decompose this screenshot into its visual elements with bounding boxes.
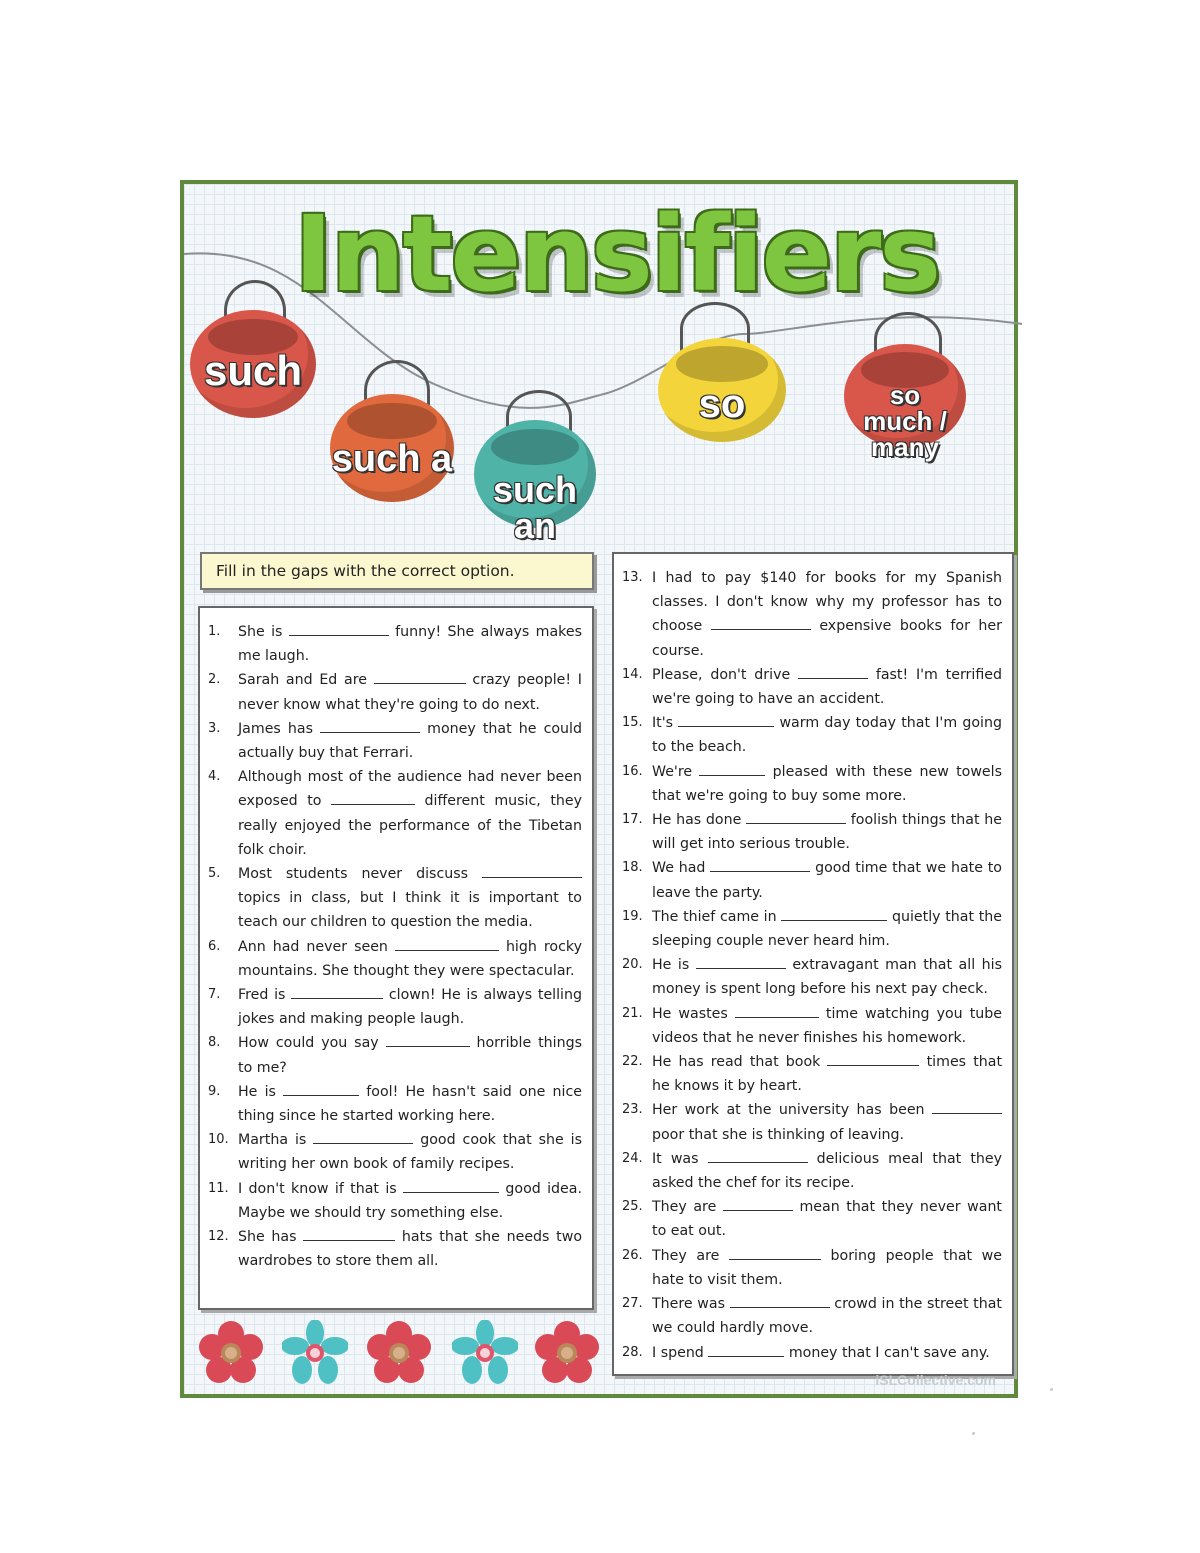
exercise-number: 24. bbox=[622, 1150, 643, 1166]
option-pot-such-an bbox=[474, 420, 596, 546]
exercise-text: It was bbox=[652, 1150, 708, 1167]
exercise-text: boring people that we hate to visit them. bbox=[652, 1247, 1002, 1288]
exercise-text: He has done bbox=[652, 812, 747, 829]
exercise-text: different music, they really enjoyed the performance of the Tibetan folk choir. bbox=[238, 793, 582, 858]
exercise-text: delicious meal that they asked the chef for its recipe. bbox=[652, 1150, 1002, 1192]
exercise-text: poor that she is thinking of leaving. bbox=[652, 1126, 905, 1143]
exercise-item bbox=[622, 1147, 1002, 1195]
exercise-text: money that I can't save any. bbox=[784, 1344, 990, 1361]
exercise-item bbox=[208, 983, 582, 1031]
exercise-text: They are bbox=[652, 1247, 729, 1264]
worksheet bbox=[180, 180, 1018, 1398]
exercise-text: money that he could actually buy that Ferrari. bbox=[238, 720, 582, 762]
pot-rim bbox=[347, 403, 436, 440]
exercise-item bbox=[622, 1098, 1002, 1146]
exercise-item bbox=[622, 808, 1002, 856]
exercise-text: It's bbox=[652, 715, 679, 732]
exercise-text: good cook that she is writing her own book of family recipes. bbox=[238, 1132, 582, 1173]
exercise-text: Although most of the audience had never been exposed to bbox=[238, 769, 582, 810]
exercise-text: She has bbox=[238, 1229, 304, 1246]
exercise-number: 1. bbox=[208, 624, 221, 639]
answer-blank[interactable] bbox=[711, 615, 811, 630]
answer-blank[interactable] bbox=[798, 664, 868, 679]
exercise-text: extravagant man that all his money is spent long before his next pay check. bbox=[652, 957, 1002, 998]
flower-icon bbox=[534, 1320, 600, 1386]
exercise-item bbox=[622, 856, 1002, 904]
exercise-number: 23. bbox=[622, 1102, 643, 1118]
answer-blank[interactable] bbox=[730, 1293, 830, 1308]
exercise-number: 11. bbox=[208, 1180, 229, 1196]
exercise-text: pleased with these new towels that we're going to buy some more. bbox=[652, 763, 1002, 804]
exercise-text: foolish things that he will get into serious trouble. bbox=[652, 812, 1002, 853]
exercise-item bbox=[622, 1341, 1002, 1365]
flower-icon bbox=[198, 1320, 264, 1386]
answer-blank[interactable] bbox=[735, 1003, 819, 1018]
exercise-number: 15. bbox=[622, 715, 643, 731]
exercise-text: He has read that book bbox=[652, 1054, 828, 1071]
exercise-number: 25. bbox=[622, 1199, 643, 1215]
exercise-text: Sarah and Ed are bbox=[238, 672, 374, 689]
option-label-such-a: such a bbox=[331, 438, 453, 480]
exercise-item bbox=[622, 953, 1002, 1001]
answer-blank[interactable] bbox=[403, 1178, 499, 1193]
exercise-item bbox=[622, 1195, 1002, 1243]
exercise-item bbox=[622, 711, 1002, 759]
exercise-number: 21. bbox=[622, 1005, 643, 1021]
exercise-text: Ann had never seen bbox=[238, 938, 395, 955]
exercise-text: mean that they never want to eat out. bbox=[652, 1199, 1002, 1240]
exercise-number: 2. bbox=[208, 672, 221, 688]
answer-blank[interactable] bbox=[320, 718, 420, 733]
pot-rim bbox=[676, 346, 768, 381]
exercise-item bbox=[208, 1080, 582, 1128]
answer-blank[interactable] bbox=[395, 936, 499, 951]
answer-blank[interactable] bbox=[289, 621, 389, 636]
option-pot-such-a bbox=[330, 394, 454, 502]
page-title: Intensifiers bbox=[294, 193, 940, 315]
exercise-number: 20. bbox=[622, 957, 643, 973]
answer-blank[interactable] bbox=[386, 1032, 470, 1047]
exercise-item bbox=[208, 1128, 582, 1176]
answer-blank[interactable] bbox=[482, 863, 582, 878]
exercise-text: crowd in the street that we could hardly move. bbox=[652, 1296, 1002, 1337]
exercise-text: I had to pay $140 for books for my Spanish classes. I don't know why my professor has to choose bbox=[652, 570, 1002, 635]
exercise-text: horrible things to me? bbox=[238, 1035, 582, 1076]
exercise-number: 13. bbox=[622, 570, 643, 585]
exercise-item bbox=[622, 760, 1002, 808]
exercise-text: They are bbox=[652, 1199, 723, 1216]
exercise-item bbox=[622, 1244, 1002, 1292]
answer-blank[interactable] bbox=[696, 954, 786, 969]
answer-blank[interactable] bbox=[746, 809, 846, 824]
exercise-text: She is bbox=[238, 624, 289, 640]
answer-blank[interactable] bbox=[710, 857, 810, 872]
exercise-text: Please, don't drive bbox=[652, 666, 799, 683]
stray-dot bbox=[972, 1432, 975, 1435]
exercise-number: 16. bbox=[622, 763, 643, 779]
exercise-text: There was bbox=[652, 1296, 730, 1313]
exercise-text: fast! I'm terrified we're going to have an accident. bbox=[652, 666, 1002, 708]
exercise-text: Fred is bbox=[238, 987, 292, 1004]
exercise-text: I spend bbox=[652, 1344, 709, 1361]
option-pot-such bbox=[190, 310, 316, 418]
exercise-number: 22. bbox=[622, 1054, 643, 1070]
exercise-item bbox=[208, 668, 582, 716]
exercise-text: Martha is bbox=[238, 1132, 314, 1149]
exercise-text: We had bbox=[652, 860, 711, 877]
exercise-number: 3. bbox=[208, 720, 221, 736]
exercise-item bbox=[622, 1292, 1002, 1340]
exercise-text: clown! He is always telling jokes and making people laugh. bbox=[238, 987, 582, 1028]
flower-icon bbox=[282, 1320, 348, 1386]
exercise-text: He wastes bbox=[652, 1005, 735, 1022]
exercise-number: 10. bbox=[208, 1132, 229, 1148]
answer-blank[interactable] bbox=[699, 761, 765, 776]
exercise-item bbox=[208, 862, 582, 935]
option-label-so-much-many: so much / many bbox=[863, 380, 947, 462]
answer-blank[interactable] bbox=[708, 1148, 808, 1163]
exercise-number: 14. bbox=[622, 666, 643, 682]
answer-blank[interactable] bbox=[291, 984, 383, 999]
exercise-text: James has bbox=[238, 720, 321, 737]
answer-blank[interactable] bbox=[827, 1051, 919, 1066]
flower-icon bbox=[366, 1320, 432, 1386]
answer-blank[interactable] bbox=[283, 1081, 359, 1096]
exercise-text: He is bbox=[238, 1083, 284, 1100]
stray-dot bbox=[1050, 1388, 1053, 1391]
exercise-number: 9. bbox=[208, 1083, 221, 1099]
exercise-text: We're bbox=[652, 763, 700, 780]
exercise-number: 4. bbox=[208, 769, 221, 785]
exercise-text: The thief came in bbox=[652, 908, 782, 925]
answer-blank[interactable] bbox=[303, 1226, 395, 1241]
exercise-box-right bbox=[612, 552, 1014, 1376]
exercise-box-left bbox=[198, 606, 594, 1310]
answer-blank[interactable] bbox=[313, 1129, 413, 1144]
pot-rim bbox=[491, 429, 579, 466]
exercise-text: time watching you tube videos that he never finishes his homework. bbox=[652, 1005, 1002, 1046]
flower-decoration bbox=[198, 1320, 598, 1390]
exercise-number: 6. bbox=[208, 938, 221, 954]
exercise-number: 12. bbox=[208, 1229, 229, 1245]
watermark: iSLCollective.com bbox=[875, 1372, 996, 1388]
exercise-number: 27. bbox=[622, 1296, 643, 1312]
exercise-text: expensive books for her course. bbox=[652, 618, 1002, 659]
instruction-box: Fill in the gaps with the correct option. bbox=[200, 552, 594, 590]
exercise-item bbox=[622, 663, 1002, 711]
exercise-list-left bbox=[208, 620, 582, 1273]
exercise-item bbox=[208, 717, 582, 765]
flower-icon bbox=[452, 1320, 518, 1386]
exercise-text: times that he knows it by heart. bbox=[652, 1054, 1003, 1095]
exercise-item bbox=[208, 765, 582, 862]
exercise-text: hats that she needs two wardrobes to store them all. bbox=[238, 1229, 582, 1270]
exercise-item bbox=[208, 1177, 582, 1225]
exercise-number: 8. bbox=[208, 1035, 221, 1051]
answer-blank[interactable] bbox=[781, 906, 887, 921]
exercise-number: 26. bbox=[622, 1247, 643, 1263]
exercise-number: 7. bbox=[208, 987, 221, 1003]
exercise-number: 5. bbox=[208, 866, 221, 882]
answer-blank[interactable] bbox=[729, 1245, 821, 1260]
exercise-item bbox=[622, 905, 1002, 953]
exercise-item bbox=[622, 566, 1002, 663]
exercise-number: 28. bbox=[622, 1344, 643, 1360]
exercise-item bbox=[208, 1031, 582, 1079]
exercise-text: crazy people! I never know what they're going to do next. bbox=[238, 672, 582, 713]
option-pot-so-much-many bbox=[844, 344, 966, 462]
exercise-text: I don't know if that is bbox=[238, 1180, 404, 1197]
exercise-number: 19. bbox=[622, 908, 643, 924]
answer-blank[interactable] bbox=[708, 1342, 784, 1357]
exercise-list-right bbox=[622, 566, 1002, 1365]
exercise-item bbox=[208, 935, 582, 983]
answer-blank[interactable] bbox=[374, 669, 466, 684]
exercise-text: Her work at the university has been bbox=[652, 1102, 932, 1119]
exercise-number: 18. bbox=[622, 860, 643, 876]
exercise-item bbox=[208, 620, 582, 668]
exercise-text: quietly that the sleeping couple never heard him. bbox=[652, 908, 1002, 950]
exercise-text: How could you say bbox=[238, 1035, 386, 1052]
answer-blank[interactable] bbox=[678, 712, 774, 727]
exercise-item bbox=[622, 1002, 1002, 1050]
option-label-such-an: such an bbox=[492, 469, 578, 546]
answer-blank[interactable] bbox=[932, 1099, 1002, 1114]
exercise-text: warm day today that I'm going to the beach. bbox=[652, 715, 1002, 756]
option-label-so: so bbox=[698, 382, 746, 426]
exercise-text: He is bbox=[652, 957, 696, 974]
exercise-item bbox=[622, 1050, 1002, 1098]
exercise-number: 17. bbox=[622, 812, 643, 828]
exercise-text: fool! He hasn't said one nice thing since he started working here. bbox=[238, 1083, 582, 1125]
exercise-item bbox=[208, 1225, 582, 1273]
answer-blank[interactable] bbox=[723, 1196, 793, 1211]
exercise-text: good time that we hate to leave the party. bbox=[652, 860, 1002, 901]
exercise-text: good idea. Maybe we should try something else. bbox=[238, 1180, 582, 1221]
option-pot-so bbox=[658, 338, 786, 442]
exercise-text: topics in class, but I think it is important to teach our children to question the media. bbox=[238, 890, 582, 931]
answer-blank[interactable] bbox=[331, 790, 415, 805]
exercise-text: Most students never discuss bbox=[238, 866, 482, 883]
exercise-text: high rocky mountains. She thought they were spectacular. bbox=[238, 938, 582, 979]
exercise-text: funny! She always makes me laugh. bbox=[238, 624, 582, 665]
option-label-such: such bbox=[203, 347, 303, 394]
